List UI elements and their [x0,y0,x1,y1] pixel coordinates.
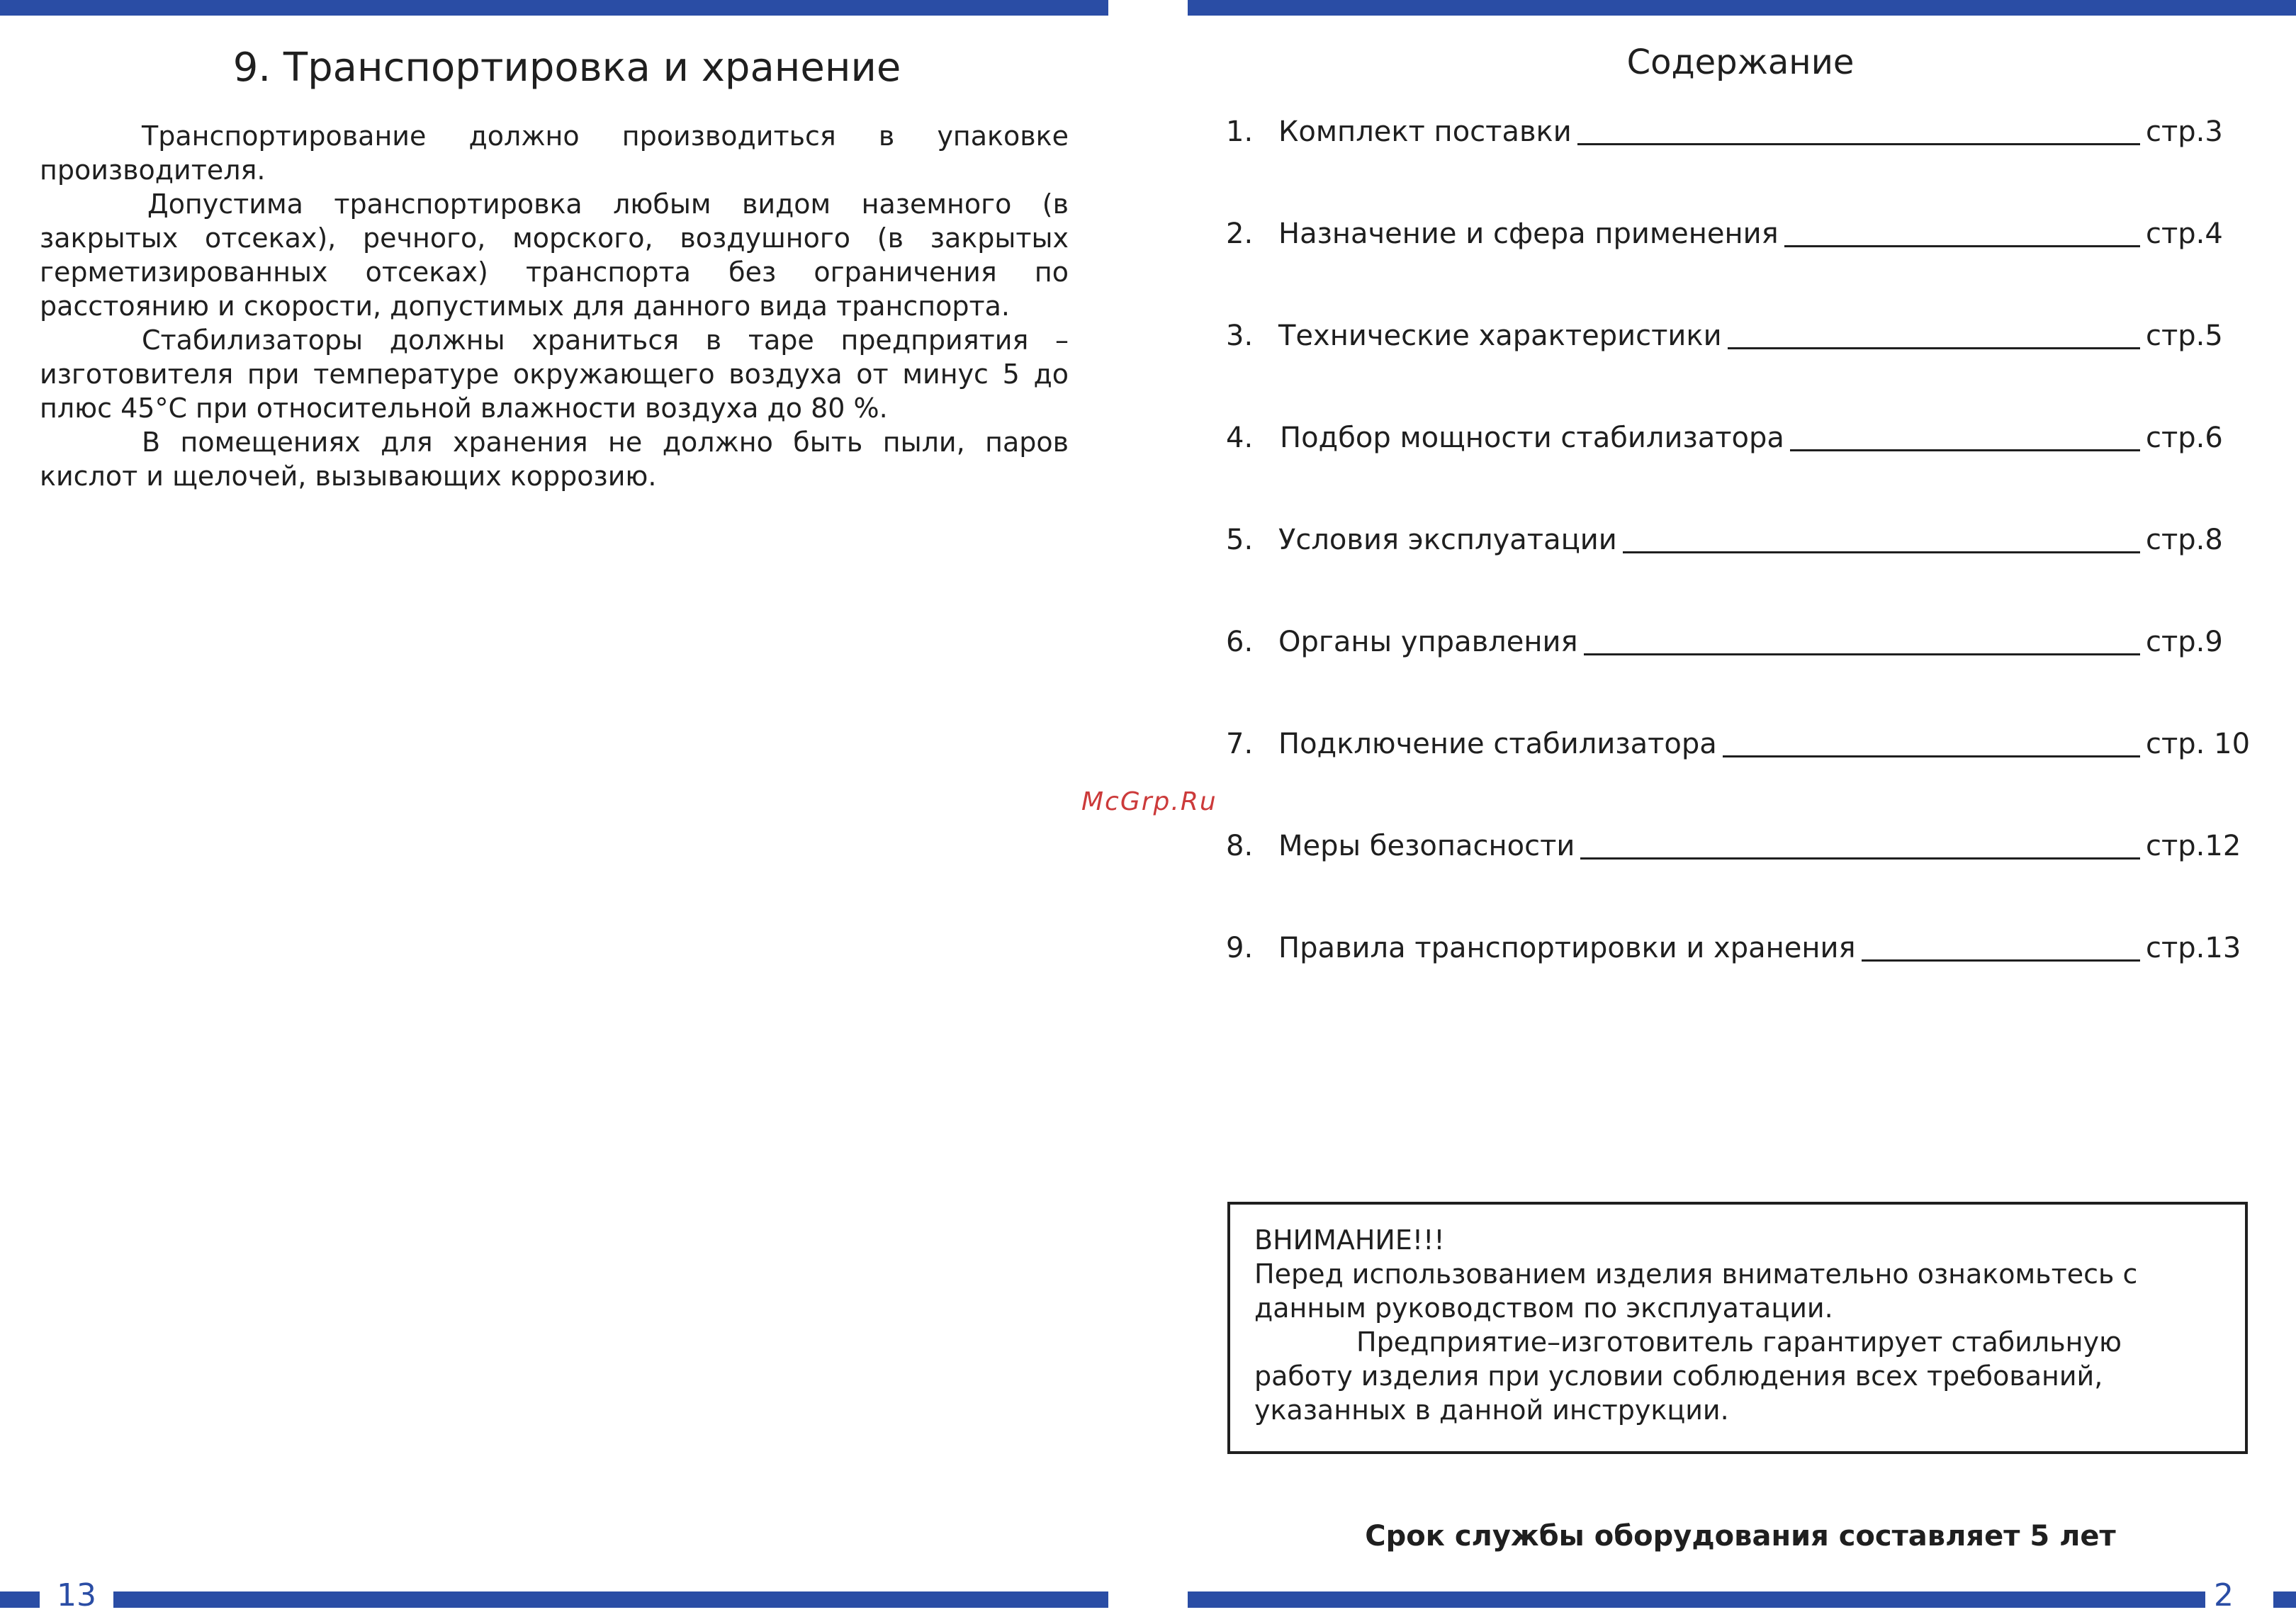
toc-item-number: 4. [1226,422,1254,454]
toc-item-page: стр.12 [2146,830,2241,862]
toc-item-number: 1. [1226,116,1254,148]
toc-item-label: Меры безопасности [1278,825,1580,867]
toc-item-number: 7. [1226,728,1254,760]
service-life-note: Срок службы оборудования составляет 5 лет [1365,1520,2116,1553]
warning-heading: ВНИМАНИЕ!!! [1254,1224,1445,1256]
toc-item-number: 2. [1226,218,1254,250]
toc-item-label: Комплект поставки [1278,111,1577,153]
warning-guarantee-text: Предприятие–изготовитель гарантирует стабильную работу изделия при условии соблюдения всех требований, указанных в данной инструкции. [1254,1326,2122,1426]
toc-item-label: Условия эксплуатации [1278,519,1623,561]
toc-item-label: Технические характеристики [1278,315,1728,357]
top-bar-left [0,0,1108,16]
bottom-bar-right [1188,1591,2205,1608]
toc-item-page: стр.3 [2146,116,2223,148]
left-page-body [40,119,1069,493]
watermark: McGrp.Ru [1081,787,1217,816]
toc-item-number: 5. [1226,524,1254,556]
page-number-right: 2 [2214,1577,2234,1613]
warning-text: Перед использованием изделия внимательно ознакомьтесь с данным руководством по эксплуатации. [1254,1258,2138,1324]
toc-item[interactable] [1226,519,2246,561]
page-title-left: 9. Транспортировка и хранение [232,45,901,91]
toc-item-label: Органы управления [1278,621,1584,663]
toc-item[interactable] [1226,621,2246,663]
toc-item-page: стр.4 [2146,218,2223,250]
toc-item-label: Правила транспортировки и хранения [1278,927,1862,969]
toc-item-page: стр.9 [2146,626,2223,658]
paragraph-transport: Транспортирование должно производиться в упаковке производителя. [40,120,1069,186]
toc-item-page: стр. 10 [2146,728,2251,760]
toc-item-number: 3. [1226,320,1254,352]
toc-item[interactable] [1226,315,2246,357]
toc-item-page: стр.6 [2146,422,2223,454]
page-number-left: 13 [57,1577,96,1613]
toc-item[interactable] [1226,723,2251,765]
toc-title: Содержание [1626,43,1855,82]
toc-item-page: стр.5 [2146,320,2223,352]
toc-item[interactable] [1226,111,2246,153]
toc-item-number: 8. [1226,830,1254,862]
bottom-bar-right-stub [2273,1591,2296,1608]
paragraph-transport-types: Допустима транспортировка любым видом наземного (в закрытых отсеках), речного, морского, воздушного (в закрытых герметизированных отсеках) транспорта без ограничения по расстоянию и скорости, допустимых для данного вида транспорта. [40,188,1069,322]
paragraph-storage: Стабилизаторы должны храниться в таре предприятия – изготовителя при температуре окружающего воздуха от минус 5 до плюс 45°С при относительной влажности воздуха до 80 %. [40,325,1069,424]
toc-item[interactable] [1226,417,2246,459]
toc-item-number: 6. [1226,626,1254,658]
toc-item-label: Назначение и сфера применения [1278,213,1784,255]
warning-box [1227,1202,2248,1454]
bottom-bar-left [113,1591,1108,1608]
toc-item-page: стр.13 [2146,932,2241,964]
toc-item[interactable] [1226,825,2246,867]
paragraph-storage-rooms: В помещениях для хранения не должно быть пыли, паров кислот и щелочей, вызывающих коррозию. [40,427,1069,492]
toc-item[interactable] [1226,927,2246,969]
toc-item[interactable] [1226,213,2246,255]
toc-item-label: Подключение стабилизатора [1278,723,1723,765]
toc-item-page: стр.8 [2146,524,2223,556]
bottom-bar-left-stub [0,1591,40,1608]
toc-item-number: 9. [1226,932,1254,964]
toc-item-label: Подбор мощности стабилизатора [1280,417,1790,459]
top-bar-right [1188,0,2296,16]
